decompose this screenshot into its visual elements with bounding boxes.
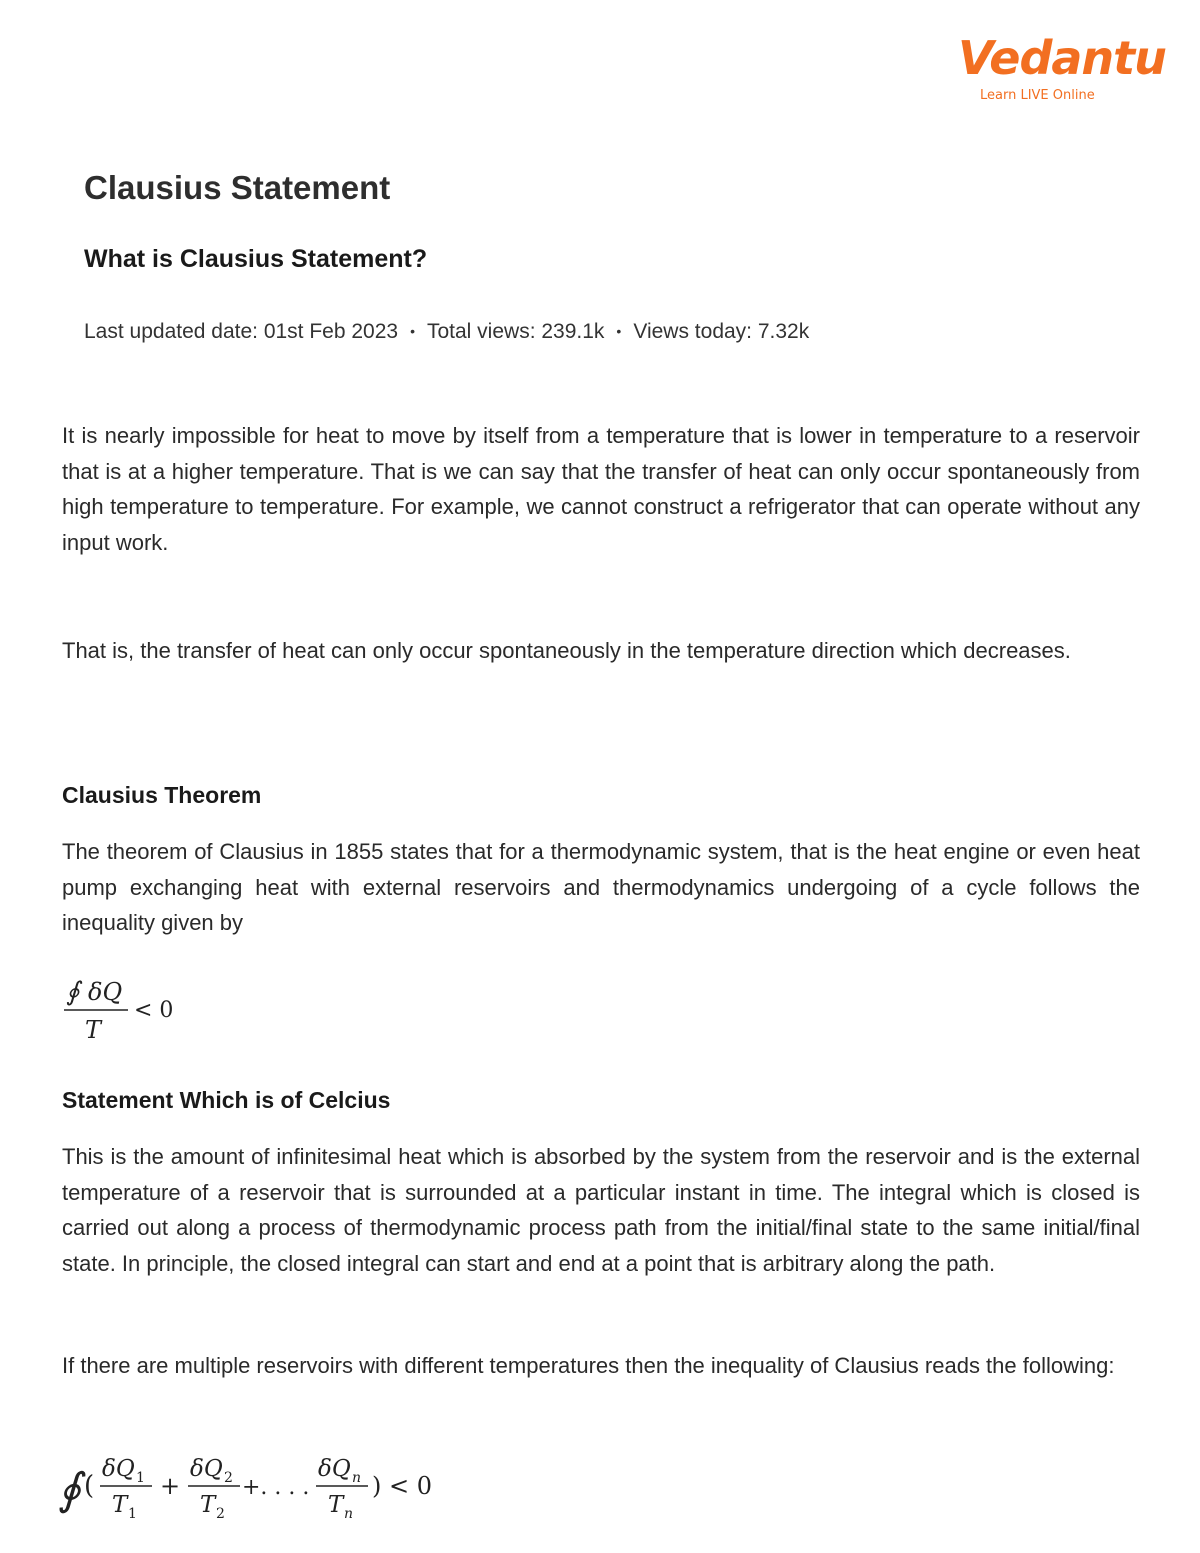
page-title: Clausius Statement — [84, 169, 391, 206]
term2-numerator-subscript: 2 — [224, 1470, 233, 1486]
formula-numerator: δQ — [88, 978, 123, 1006]
contour-integral-symbol: ∮ — [66, 977, 80, 1007]
meta-separator: • — [616, 323, 622, 339]
term1-numerator: δQ — [102, 1456, 135, 1482]
logo-wordmark: Vedantu — [958, 31, 1166, 85]
term3-denominator: T — [328, 1492, 344, 1518]
term3-numerator-subscript: n — [352, 1470, 362, 1486]
theorem-heading: Clausius Theorem — [62, 782, 262, 808]
article-meta — [84, 316, 809, 347]
total-views: Total views: 239.1k — [426, 320, 605, 343]
term2-numerator: δQ — [190, 1456, 223, 1482]
statement-heading: Statement Which is of Celcius — [62, 1087, 391, 1113]
page-subtitle: What is Clausius Statement? — [84, 245, 428, 273]
intro-paragraph: It is nearly impossible for heat to move by itself from a temperature that is lower in temperature to a reservoir that is at a higher temperature. That is we can say that the transfer of heat can only occur spontaneously from high temperature to temperature. For example, we cannot construct a refrigerator that can operate without any input work. — [62, 423, 1140, 555]
ellipsis-operator: +. . . . — [242, 1475, 310, 1500]
term1-denominator-subscript: 1 — [128, 1506, 137, 1522]
logo-tagline: Learn LIVE Online — [980, 88, 1095, 103]
plus-operator: + — [160, 1472, 181, 1500]
term2-denominator: T — [200, 1492, 216, 1518]
vedantu-logo[interactable] — [958, 30, 1166, 110]
term3-numerator: δQ — [318, 1456, 351, 1482]
open-paren: ( — [84, 1471, 95, 1501]
statement-paragraph: This is the amount of infinitesimal heat which is absorbed by the system from the reservoir and is the external temperature of a reservoir that is surrounded at a particular instant in time. The integral which is closed is carried out along a process of thermodynamic process path from the initial/final state to the same initial/final state. In principle, the closed integral can start and end at a point that is arbitrary along the path. — [62, 1144, 1140, 1276]
meta-separator: • — [410, 323, 415, 339]
term3-denominator-subscript: n — [344, 1506, 354, 1522]
formula-relation: < 0 — [134, 998, 174, 1023]
views-today: Views today: 7.32k — [633, 320, 810, 343]
clausius-inequality-formula — [60, 970, 190, 1050]
formula-denominator: T — [85, 1016, 102, 1044]
last-updated-date: Last updated date: 01st Feb 2023 — [84, 320, 399, 343]
multiple-reservoirs-formula — [56, 1444, 456, 1528]
term2-denominator-subscript: 2 — [216, 1506, 225, 1522]
term1-numerator-subscript: 1 — [136, 1470, 145, 1486]
term1-denominator: T — [112, 1492, 128, 1518]
formula-relation: ) < 0 — [372, 1472, 432, 1500]
theorem-paragraph: The theorem of Clausius in 1855 states that for a thermodynamic system, that is the heat engine or even heat pump exchanging heat with external reservoirs and thermodynamics undergoing of a cycle follows the inequality given by — [62, 839, 1140, 935]
contour-integral-symbol: ∮ — [58, 1464, 81, 1515]
multiple-reservoirs-paragraph: If there are multiple reservoirs with different temperatures then the inequality of Clausius reads the following: — [62, 1353, 1115, 1378]
second-paragraph: That is, the transfer of heat can only occur spontaneously in the temperature direction which decreases. — [62, 638, 1071, 663]
